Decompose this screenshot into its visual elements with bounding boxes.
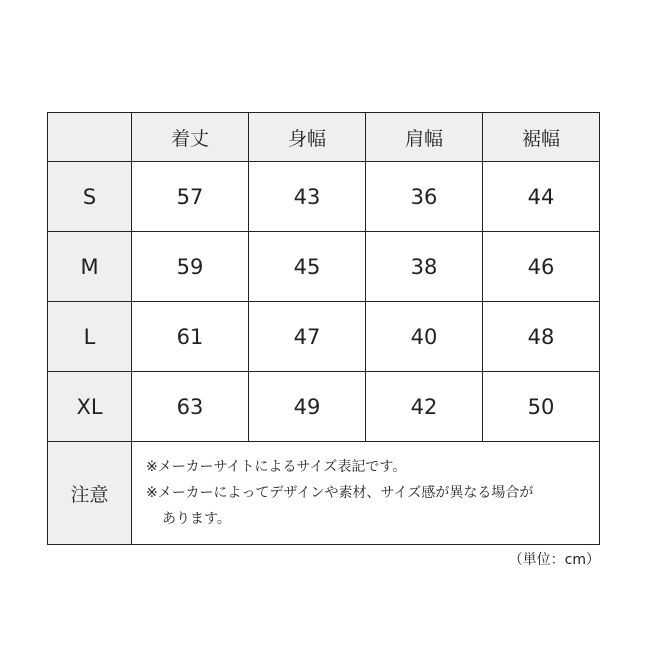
unit-label: （単位：cm） bbox=[508, 552, 600, 568]
table-cell: 59 bbox=[132, 232, 249, 302]
table-row bbox=[48, 372, 600, 442]
table-cell: 44 bbox=[483, 162, 600, 232]
size-label: XL bbox=[48, 372, 132, 442]
notes-row bbox=[48, 442, 600, 545]
header-row bbox=[48, 113, 600, 162]
header-length: 着丈 bbox=[132, 113, 249, 162]
size-label: S bbox=[48, 162, 132, 232]
corner-cell bbox=[48, 113, 132, 162]
table-cell: 40 bbox=[366, 302, 483, 372]
header-body-width: 身幅 bbox=[249, 113, 366, 162]
table-cell: 38 bbox=[366, 232, 483, 302]
table-cell: 50 bbox=[483, 372, 600, 442]
table-cell: 47 bbox=[249, 302, 366, 372]
table-cell: 36 bbox=[366, 162, 483, 232]
size-label: M bbox=[48, 232, 132, 302]
table-row bbox=[48, 162, 600, 232]
note-line: ※メーカーによってデザインや素材、サイズ感が異なる場合が bbox=[146, 485, 534, 501]
header-hem-width: 裾幅 bbox=[483, 113, 600, 162]
table-cell: 42 bbox=[366, 372, 483, 442]
table-cell: 43 bbox=[249, 162, 366, 232]
table-cell: 46 bbox=[483, 232, 600, 302]
table-cell: 45 bbox=[249, 232, 366, 302]
header-shoulder-width: 肩幅 bbox=[366, 113, 483, 162]
size-label: L bbox=[48, 302, 132, 372]
table-cell: 57 bbox=[132, 162, 249, 232]
notes-text bbox=[132, 442, 600, 545]
note-line: あります。 bbox=[162, 511, 231, 527]
table-row bbox=[48, 302, 600, 372]
note-line: ※メーカーサイトによるサイズ表記です。 bbox=[146, 459, 407, 475]
size-table bbox=[47, 112, 600, 545]
table-cell: 48 bbox=[483, 302, 600, 372]
table-cell: 63 bbox=[132, 372, 249, 442]
table-row bbox=[48, 232, 600, 302]
table-cell: 49 bbox=[249, 372, 366, 442]
table-cell: 61 bbox=[132, 302, 249, 372]
notes-label: 注意 bbox=[48, 442, 132, 545]
